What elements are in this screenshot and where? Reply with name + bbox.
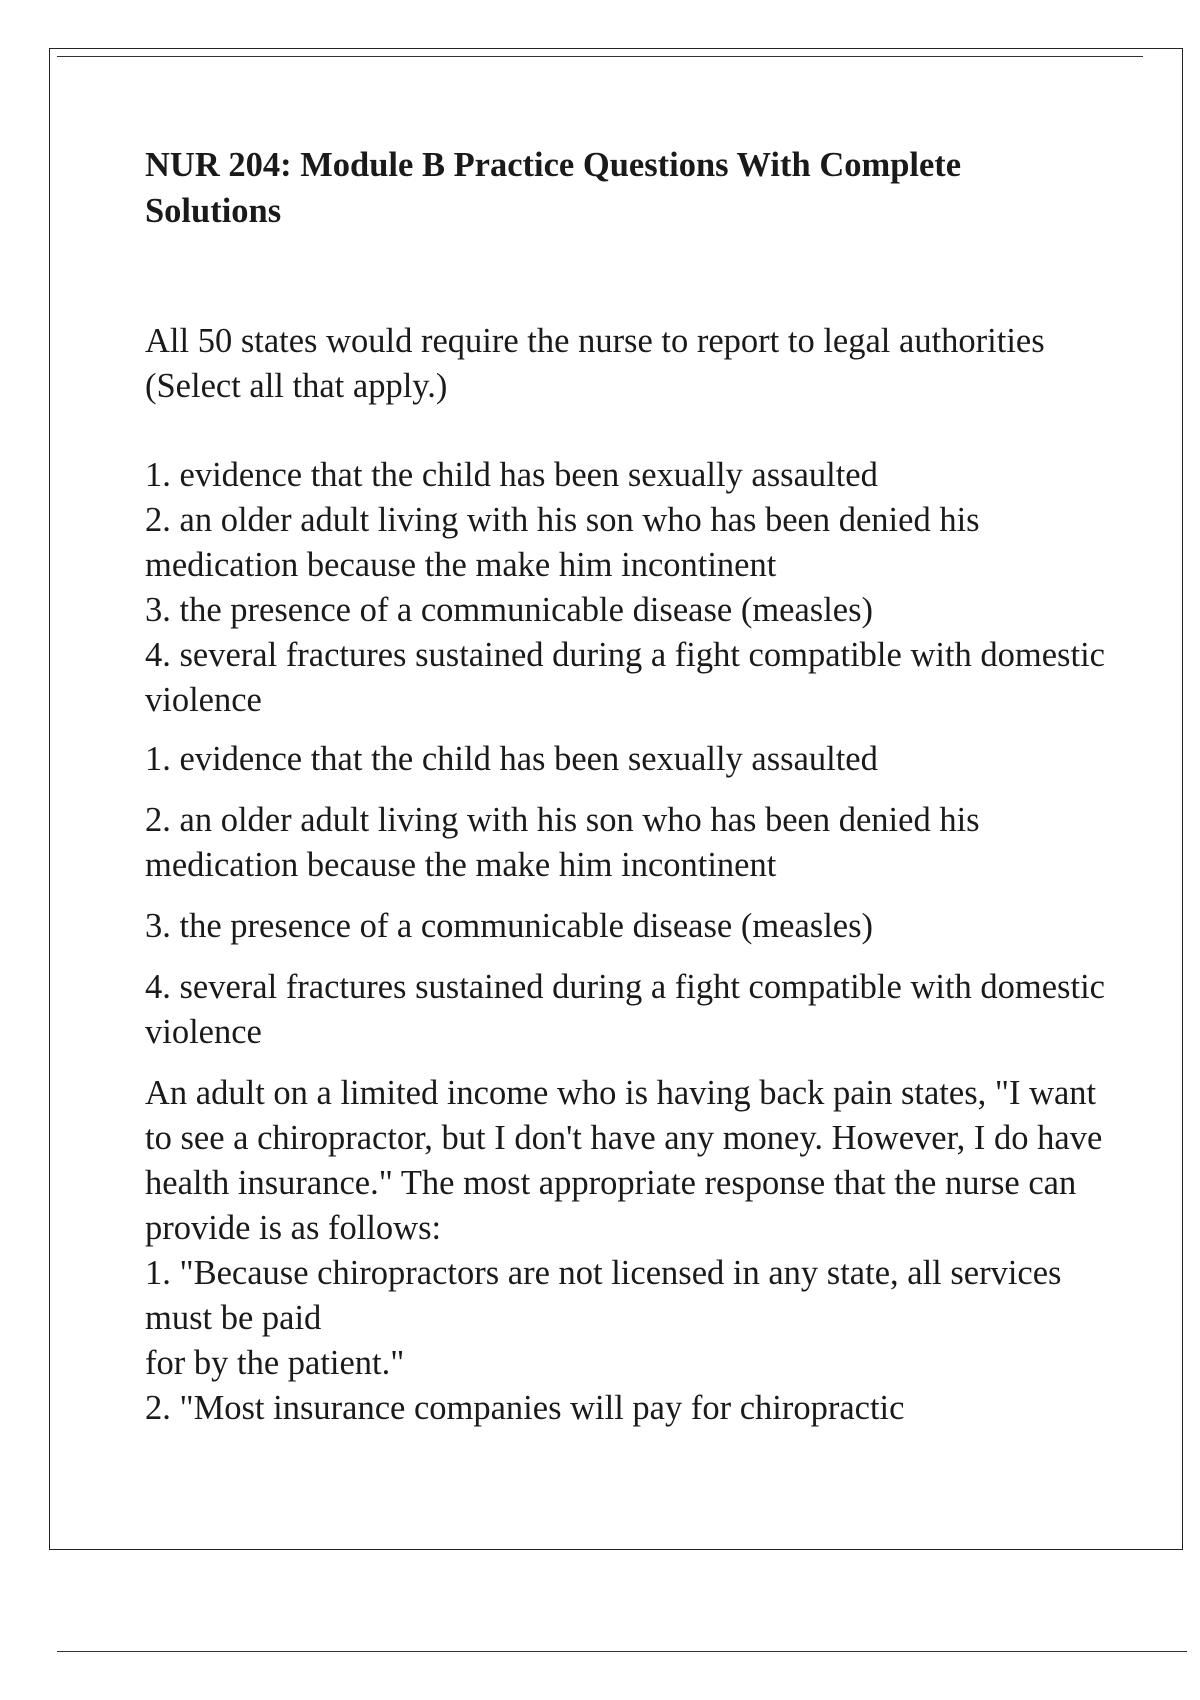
question-2-option-1-line-1: 1. "Because chiropractors are not licensed in any state, all services must be paid xyxy=(145,1254,1062,1337)
question-1-answer-4: 4. several fractures sustained during a fight compatible with domestic violence xyxy=(145,968,1105,1051)
question-1-stem: All 50 states would require the nurse to report to legal authorities (Select all that apply.) xyxy=(145,322,1045,405)
document-body xyxy=(145,142,1105,1431)
question-2-option-2: 2. "Most insurance companies will pay for chiropractic xyxy=(145,1389,905,1427)
question-1-options xyxy=(145,453,1105,723)
question-1-answer-1: 1. evidence that the child has been sexually assaulted xyxy=(145,740,878,778)
question-1-answers xyxy=(145,737,1105,1055)
top-divider xyxy=(57,56,1143,57)
question-2-stem: An adult on a limited income who is having back pain states, "I want to see a chiropractor, but I don't have any money. However, I do have health insurance." The most appropriate response that the nurse can provide is as follows: xyxy=(145,1074,1103,1247)
question-1-option-4: 4. several fractures sustained during a fight compatible with domestic violence xyxy=(145,636,1105,719)
question-2-option-1-line-2: for by the patient." xyxy=(145,1344,405,1382)
document-title: NUR 204: Module B Practice Questions With Complete Solutions xyxy=(145,146,962,230)
question-2 xyxy=(145,1071,1105,1431)
bottom-divider xyxy=(57,1651,1187,1652)
question-1-option-3: 3. the presence of a communicable disease (measles) xyxy=(145,591,874,629)
question-1-answer-3: 3. the presence of a communicable disease (measles) xyxy=(145,907,874,945)
question-1-option-2: 2. an older adult living with his son who has been denied his medication because the make him incontinent xyxy=(145,501,980,584)
question-1-answer-2: 2. an older adult living with his son who has been denied his medication because the make him incontinent xyxy=(145,801,980,884)
question-1-option-1: 1. evidence that the child has been sexually assaulted xyxy=(145,456,878,494)
